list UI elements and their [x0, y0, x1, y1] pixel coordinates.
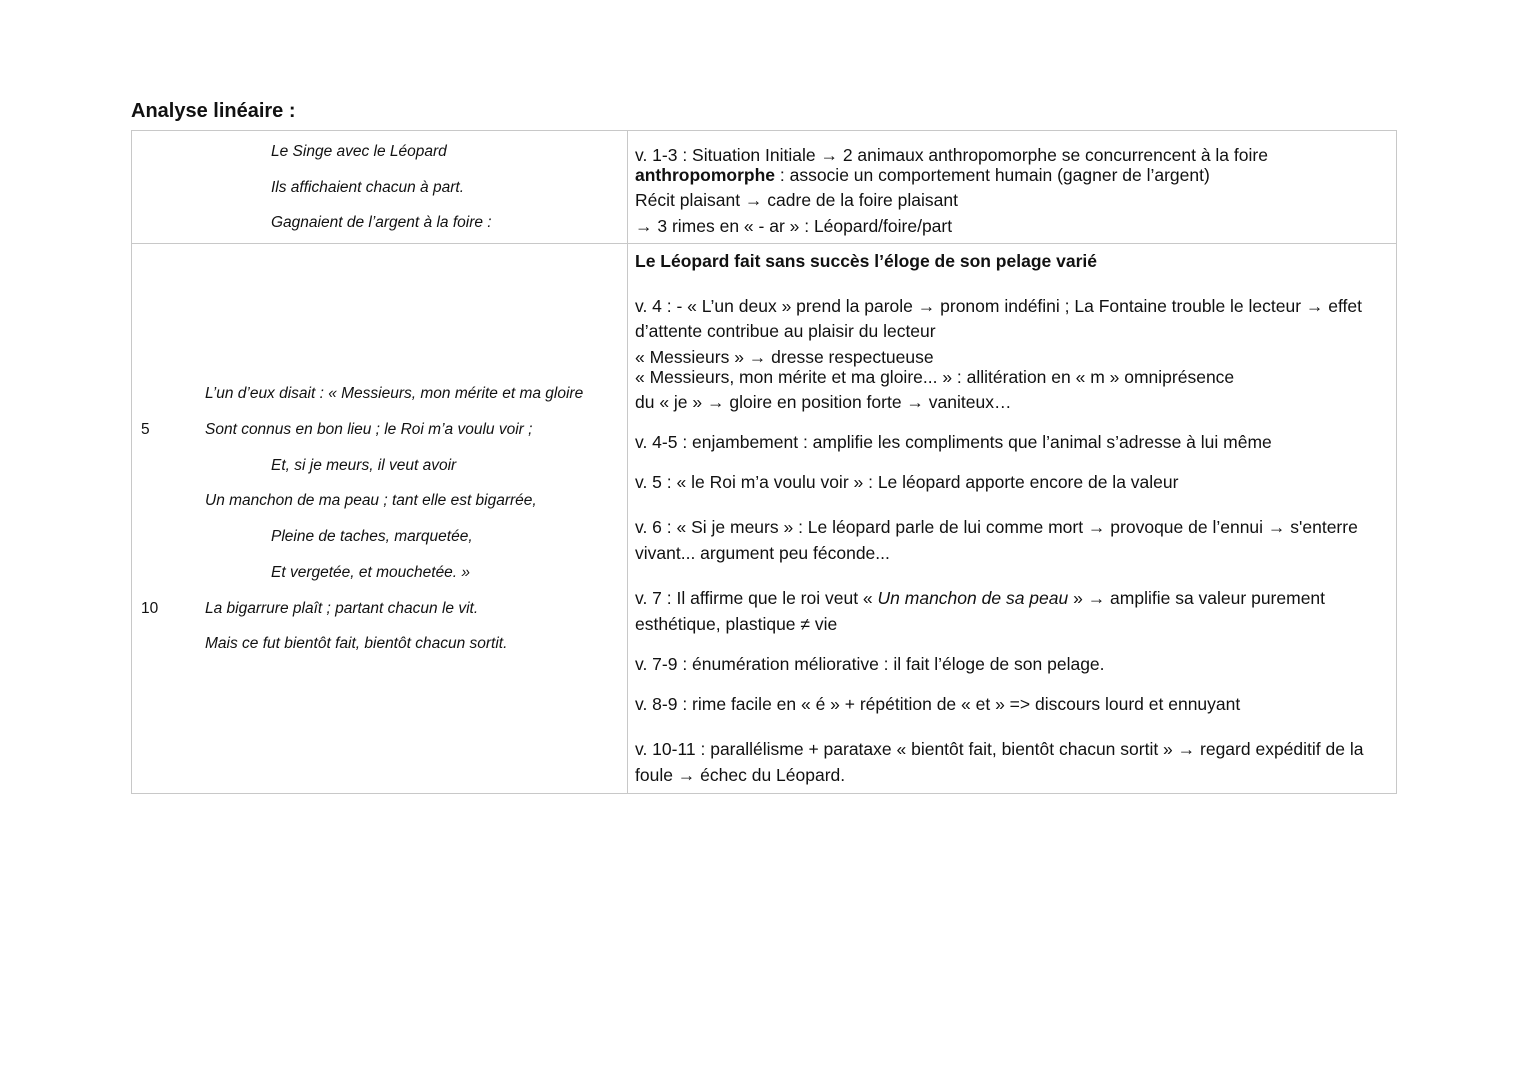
- note-v4-line-d: « Messieurs, mon mérite et ma gloire... » : allitération en « m » omniprésence: [635, 367, 1235, 387]
- verse-line-1: Le Singe avec le Léopard: [271, 143, 447, 160]
- note-v5: v. 5 : « le Roi m’a voulu voir » : Le léopard apporte encore de la valeur: [635, 472, 1179, 492]
- line-number-5: 5: [141, 421, 150, 438]
- note-v10-11-line-b: foule → échec du Léopard.: [635, 765, 846, 785]
- note-v4-line-c: « Messieurs » → dresse respectueuse: [635, 347, 934, 367]
- verse-line-7: Un manchon de ma peau ; tant elle est bigarrée,: [205, 492, 537, 509]
- verse-line-6: Et, si je meurs, il veut avoir: [271, 457, 457, 474]
- page-title: Analyse linéaire :: [131, 100, 296, 122]
- note-rimes: → 3 rimes en « - ar » : Léopard/foire/part: [635, 216, 953, 236]
- note-anthropomorphe: [635, 167, 1210, 185]
- term-anthropomorphe: anthropomorphe: [635, 165, 775, 185]
- verse-line-2: Ils affichaient chacun à part.: [271, 179, 465, 196]
- note-v7-9: v. 7-9 : énumération méliorative : il fait l’éloge de son pelage.: [635, 654, 1105, 674]
- verse-line-10: La bigarrure plaît ; partant chacun le vit.: [205, 600, 479, 617]
- section-heading: Le Léopard fait sans succès l’éloge de son pelage varié: [635, 251, 1097, 271]
- column-divider: [627, 131, 628, 793]
- note-v8-9: v. 8-9 : rime facile en « é » + répétition de « et » => discours lourd et ennuyant: [635, 694, 1241, 714]
- verse-line-5: Sont connus en bon lieu ; le Roi m’a voulu voir ;: [205, 421, 533, 438]
- note-v7-line-b: esthétique, plastique ≠ vie: [635, 614, 838, 634]
- note-v4-line-a: v. 4 : - « L’un deux » prend la parole → pronom indéfini ; La Fontaine trouble le lecteur → effet: [635, 296, 1363, 316]
- verse-line-8: Pleine de taches, marquetée,: [271, 528, 473, 545]
- note-v4-line-b: d’attente contribue au plaisir du lecteur: [635, 321, 936, 341]
- note-v6-line-a: v. 6 : « Si je meurs » : Le léopard parle de lui comme mort → provoque de l’ennui → s'enterre: [635, 517, 1358, 537]
- line-number-10: 10: [141, 600, 159, 617]
- row-divider: [132, 243, 1396, 244]
- note-v6-line-b: vivant... argument peu féconde...: [635, 543, 890, 563]
- verse-line-3: Gagnaient de l’argent à la foire :: [271, 214, 492, 231]
- note-v7-quote: Un manchon de sa peau: [877, 588, 1069, 608]
- note-v7-line-a: [635, 590, 1325, 608]
- verse-line-9: Et vergetée, et mouchetée. »: [271, 564, 471, 581]
- verse-line-11: Mais ce fut bientôt fait, bientôt chacun sortit.: [205, 635, 508, 652]
- note-v7-prefix: v. 7 : Il affirme que le roi veut «: [635, 588, 878, 608]
- note-v4-5: v. 4-5 : enjambement : amplifie les compliments que l’animal s’adresse à lui même: [635, 432, 1272, 452]
- note-v7-suffix: » → amplifie sa valeur purement: [1068, 588, 1326, 608]
- verse-line-4: L’un d’eux disait : « Messieurs, mon mérite et ma gloire: [205, 385, 584, 402]
- note-recit-plaisant: Récit plaisant → cadre de la foire plaisant: [635, 190, 958, 210]
- analysis-table: [131, 130, 1397, 794]
- note-v4-line-e: du « je » → gloire en position forte → vaniteux…: [635, 392, 1012, 412]
- note-v10-11-line-a: v. 10-11 : parallélisme + parataxe « bientôt fait, bientôt chacun sortit » → regard expéditif de la: [635, 739, 1364, 759]
- note-v1-3: v. 1-3 : Situation Initiale → 2 animaux anthropomorphe se concurrencent à la foire: [635, 145, 1268, 165]
- definition-anthropomorphe: : associe un comportement humain (gagner de l’argent): [775, 165, 1210, 185]
